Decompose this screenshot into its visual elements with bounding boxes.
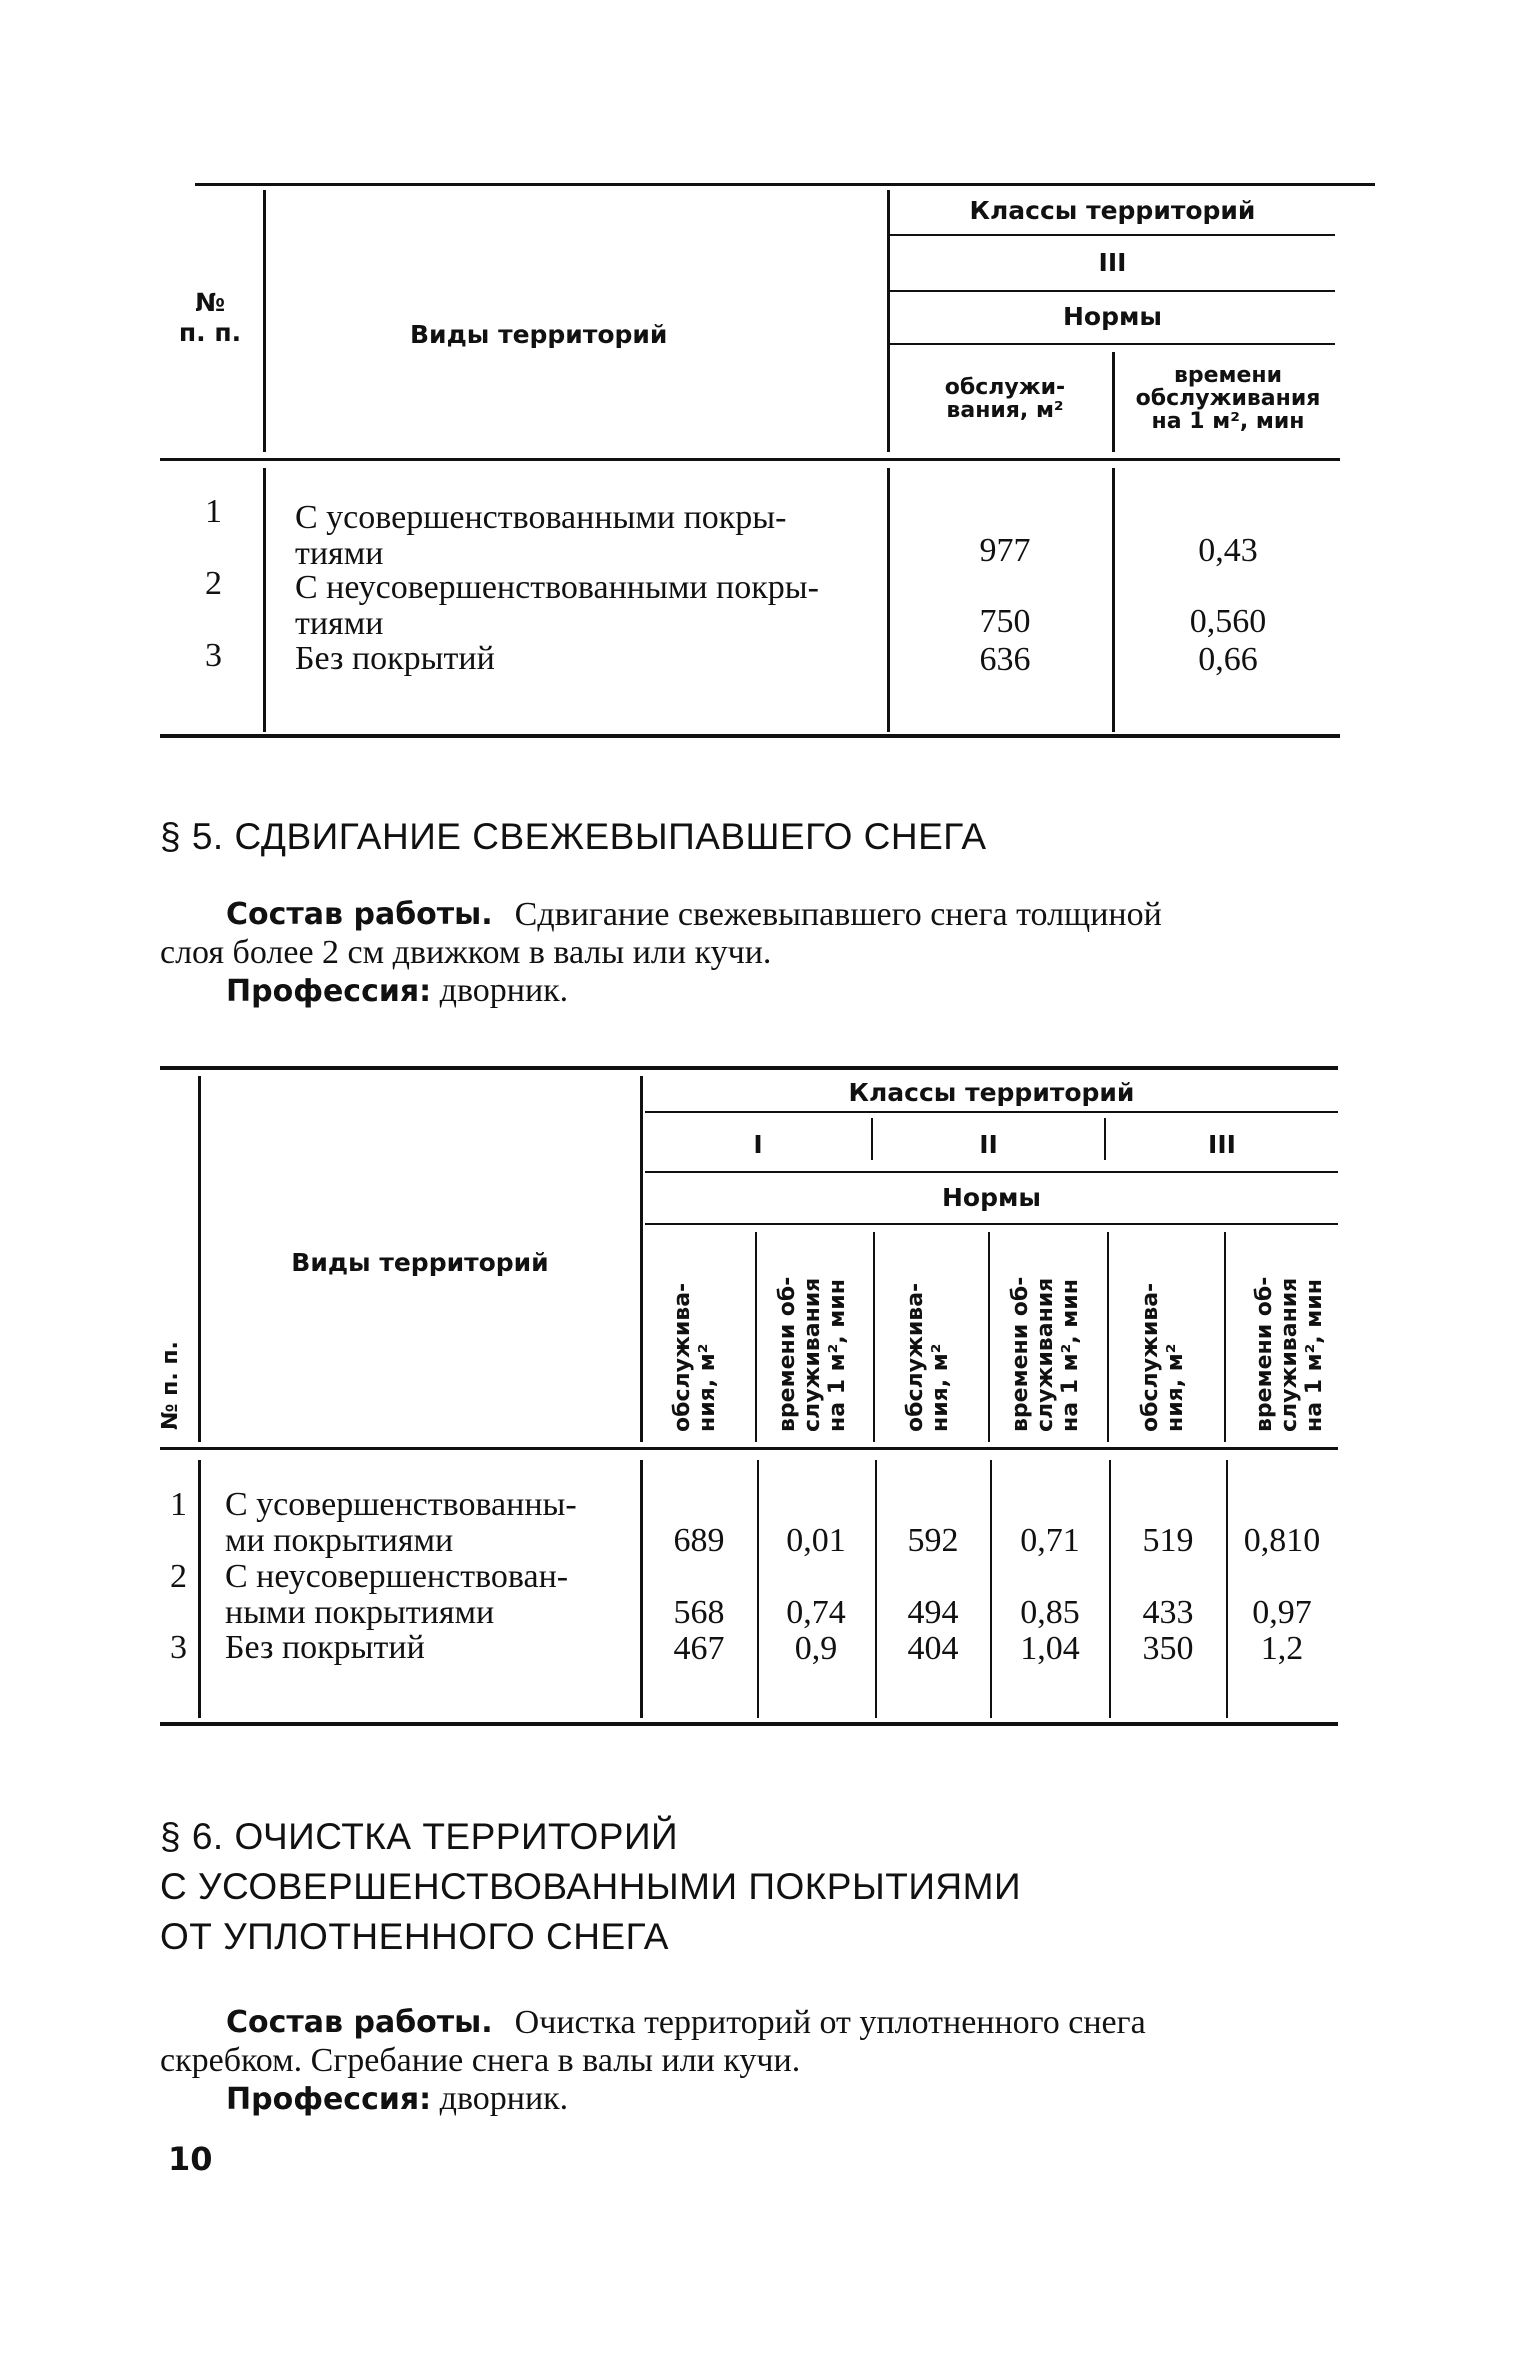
t2-class3-time-header: времени об- служивания на 1 м², мин bbox=[1252, 1276, 1327, 1432]
t1-row2-type: С неусовершенствованными покры- тиями bbox=[295, 569, 819, 642]
t2-row1-type: С усовершенствованны- ми покрытиями bbox=[225, 1486, 577, 1559]
section5-profession-label: Профессия: bbox=[226, 974, 432, 1009]
t1-row3-type: Без покрытий bbox=[295, 640, 495, 677]
t2-class-3: III bbox=[1208, 1130, 1236, 1159]
t1-row3-time: 0,66 bbox=[1198, 641, 1258, 678]
t1-row2-time: 0,560 bbox=[1189, 603, 1267, 640]
t2-row2-type: С неусовершенствован- ными покрытиями bbox=[225, 1558, 569, 1631]
t2-row3-s1: 467 bbox=[673, 1630, 725, 1667]
t2-row3-type: Без покрытий bbox=[225, 1629, 425, 1666]
t2-row3-t1: 0,9 bbox=[794, 1630, 838, 1667]
t2-row1-s1: 689 bbox=[673, 1522, 725, 1559]
t1-row1-service: 977 bbox=[979, 532, 1031, 569]
t2-row3-s3: 350 bbox=[1142, 1630, 1194, 1667]
t2-class2-time-header: времени об- служивания на 1 м², мин bbox=[1008, 1276, 1083, 1432]
t2-row1-s2: 592 bbox=[907, 1522, 959, 1559]
t2-classes-header: Классы территорий bbox=[848, 1078, 1135, 1107]
t1-norms-header: Нормы bbox=[1062, 302, 1163, 331]
t2-row2-t1: 0,74 bbox=[786, 1594, 846, 1631]
t1-row1-time: 0,43 bbox=[1198, 532, 1258, 569]
t2-class1-service-header: обслужива- ния, м² bbox=[670, 1282, 720, 1432]
section5-profession-value: дворник. bbox=[439, 972, 569, 1009]
t2-row2-s3: 433 bbox=[1142, 1594, 1194, 1631]
section6-composition: Состав работы. Очистка территорий от уплотненного снега скребком. Сгребание снега в валы или кучи. Профессия: дворник. bbox=[160, 2004, 1146, 2117]
t2-types-header: Виды территорий bbox=[291, 1248, 549, 1277]
t2-class-2: II bbox=[979, 1130, 998, 1159]
section5-heading: § 5. СДВИГАНИЕ СВЕЖЕВЫПАВШЕГО СНЕГА bbox=[160, 816, 987, 857]
t1-row2-num: 2 bbox=[205, 565, 222, 602]
t2-row2-s2: 494 bbox=[907, 1594, 959, 1631]
t1-num-header-line2: п. п. bbox=[178, 318, 242, 347]
t2-row3-num: 3 bbox=[170, 1629, 187, 1666]
section6-profession-value: дворник. bbox=[439, 2080, 569, 2117]
t1-num-header-line1: № bbox=[194, 288, 226, 317]
t1-row3-service: 636 bbox=[979, 641, 1031, 678]
t2-norms-header: Нормы bbox=[941, 1183, 1042, 1212]
t2-row3-t3: 1,2 bbox=[1260, 1630, 1304, 1667]
t2-row3-t2: 1,04 bbox=[1020, 1630, 1080, 1667]
t1-row1-type: С усовершенствованными покры- тиями bbox=[295, 499, 787, 572]
t2-row2-t3: 0,97 bbox=[1252, 1594, 1312, 1631]
t1-types-header: Виды территорий bbox=[410, 320, 668, 349]
t1-row1-num: 1 bbox=[205, 493, 222, 530]
t2-class-1: I bbox=[753, 1130, 763, 1159]
t2-num-header: № п. п. bbox=[158, 1341, 183, 1430]
t2-row1-t1: 0,01 bbox=[786, 1522, 846, 1559]
t2-class2-service-header: обслужива- ния, м² bbox=[903, 1282, 953, 1432]
t2-row2-num: 2 bbox=[170, 1558, 187, 1595]
t1-row3-num: 3 bbox=[205, 637, 222, 674]
t2-class1-time-header: времени об- служивания на 1 м², мин bbox=[775, 1276, 850, 1432]
t1-time-header: времени обслуживания на 1 м², мин bbox=[1135, 363, 1321, 434]
t1-service-header: обслужи- вания, м² bbox=[944, 375, 1066, 423]
t2-row1-s3: 519 bbox=[1142, 1522, 1194, 1559]
page-number: 10 bbox=[168, 2140, 213, 2178]
t2-row2-t2: 0,85 bbox=[1020, 1594, 1080, 1631]
section6-composition-label: Состав работы. bbox=[226, 2005, 493, 2040]
section6-profession-label: Профессия: bbox=[226, 2082, 432, 2117]
t2-row3-s2: 404 bbox=[907, 1630, 959, 1667]
section5-composition: Состав работы. Сдвигание свежевыпавшего снега толщиной слоя более 2 см движком в валы или кучи. Профессия: дворник. bbox=[160, 896, 1162, 1009]
t1-classes-header: Классы территорий bbox=[969, 196, 1256, 225]
t2-class3-service-header: обслужива- ния, м² bbox=[1138, 1282, 1188, 1432]
t1-class-roman: III bbox=[1098, 248, 1127, 277]
section6-heading: § 6. ОЧИСТКА ТЕРРИТОРИЙ С УСОВЕРШЕНСТВОВАННЫМИ ПОКРЫТИЯМИ ОТ УПЛОТНЕННОГО СНЕГА bbox=[160, 1816, 1022, 1957]
t2-row1-t3: 0,810 bbox=[1243, 1522, 1321, 1559]
t2-row1-t2: 0,71 bbox=[1020, 1522, 1080, 1559]
t2-row1-num: 1 bbox=[170, 1486, 187, 1523]
section5-composition-label: Состав работы. bbox=[226, 897, 493, 932]
t1-row2-service: 750 bbox=[979, 603, 1031, 640]
t2-row2-s1: 568 bbox=[673, 1594, 725, 1631]
